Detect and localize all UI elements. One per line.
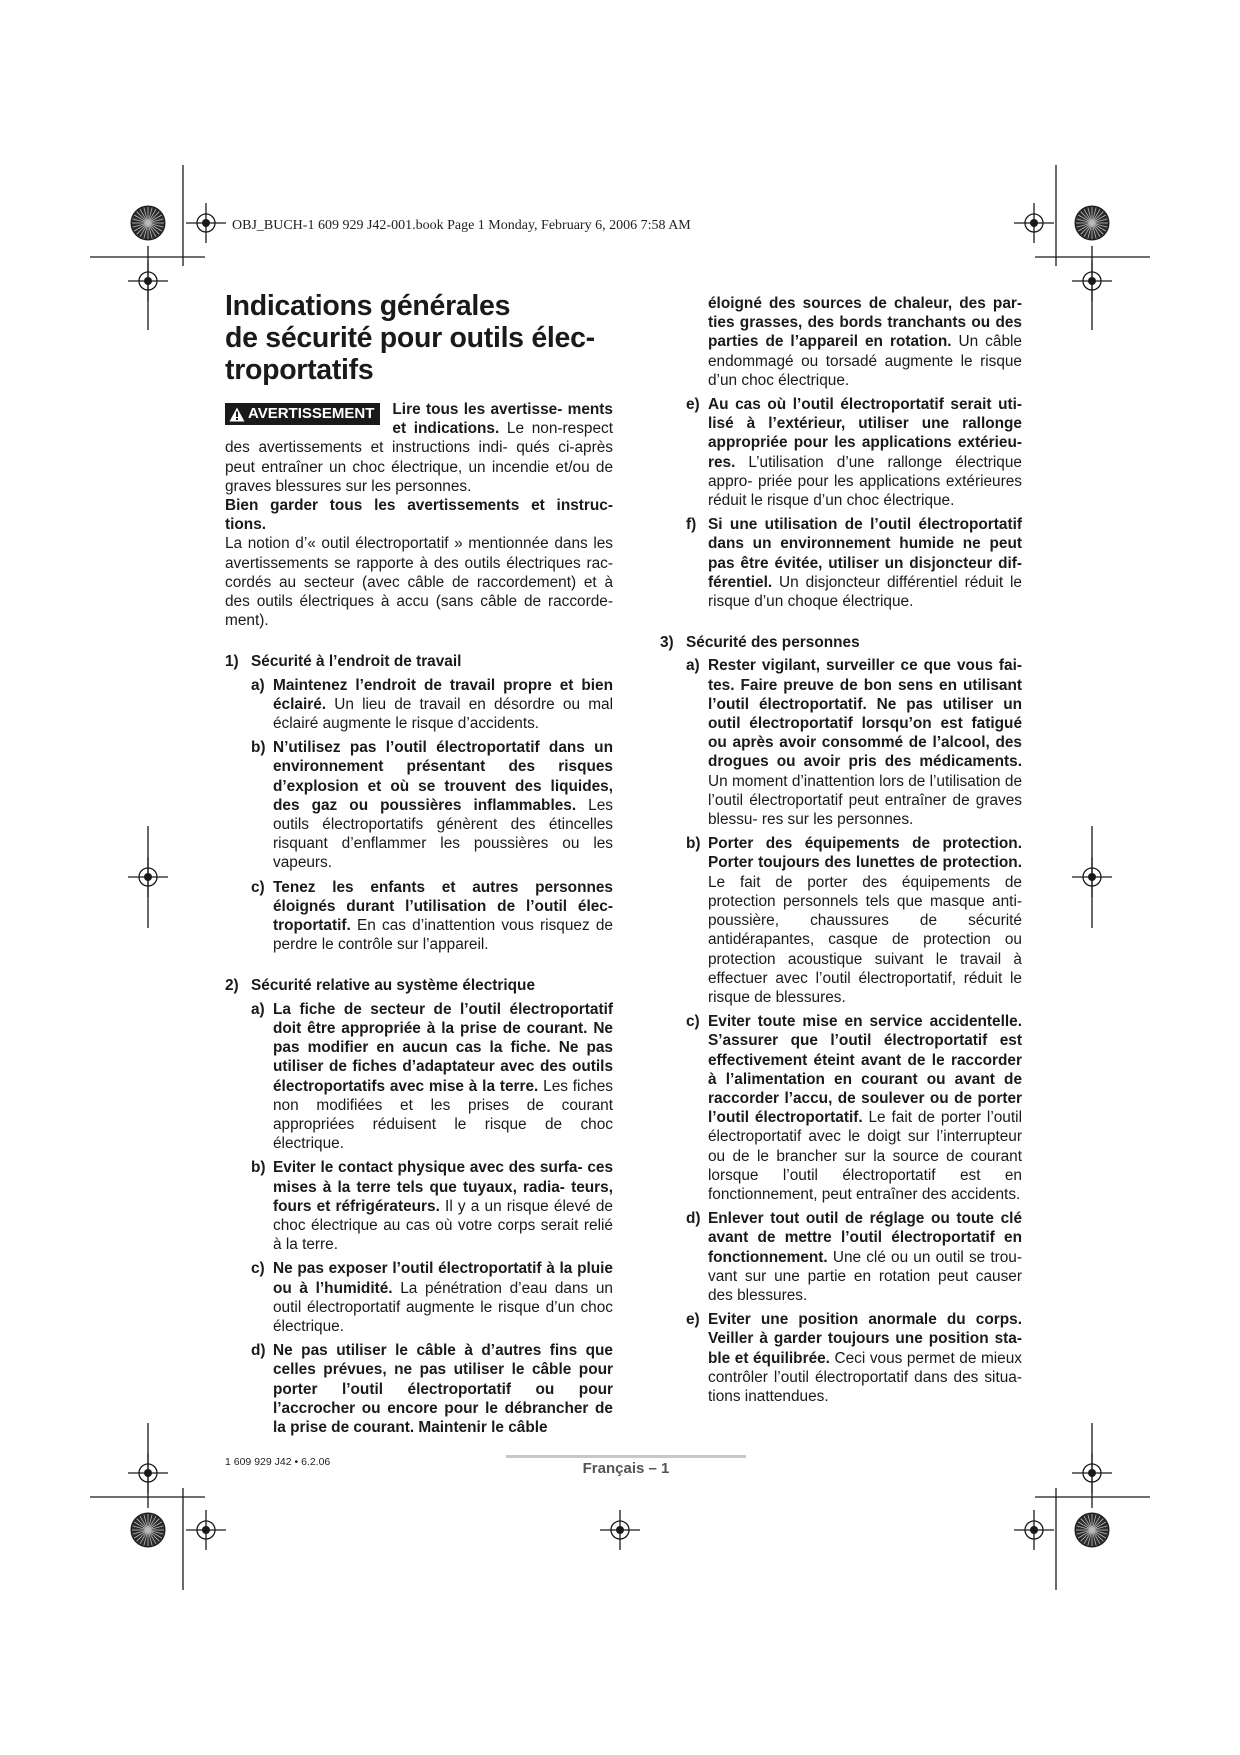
item-letter: d) xyxy=(251,1342,266,1360)
item-bold: Maintenez l’endroit de travail propre et bien éclairé. xyxy=(273,676,613,713)
page-number: Français – 1 xyxy=(506,1455,746,1477)
section-title: Sécurité des personnes xyxy=(686,634,860,652)
item-letter: a) xyxy=(251,1000,265,1018)
item-text: Il y a un risque élevé de choc électrique au cas où votre corps serait relié à la terre. xyxy=(273,1197,613,1254)
item-body xyxy=(708,1012,1022,1204)
item-body xyxy=(273,738,613,872)
item-letter: c) xyxy=(251,878,265,896)
warning-badge xyxy=(225,403,380,425)
item-body xyxy=(708,1310,1022,1406)
warning-paragraph xyxy=(225,400,613,496)
item-letter: a) xyxy=(251,676,265,694)
item-text: Le fait de porter l’outil électroportatif avec le doigt sur l’interrupteur ou de le brancher sur la source de courant lorsque l’outil électroportatif est en fonctionnement, peut entraîner des accidents. xyxy=(708,1109,1022,1203)
list-item xyxy=(686,834,1022,1007)
item-body xyxy=(708,395,1022,510)
title-line: Indications générales xyxy=(225,290,511,322)
item-text: Un moment d’inattention lors de l’utilisation de l’outil électroportatif peut entraîner de graves blessu- res sur les personnes. xyxy=(708,772,1022,829)
section-heading xyxy=(225,976,613,995)
list-item xyxy=(686,1310,1022,1406)
list-item xyxy=(251,1000,613,1154)
item-text: La pénétration d’eau dans un outil électroportatif augmente le risque d’un choc électrique. xyxy=(273,1279,613,1335)
list-item xyxy=(686,515,1022,611)
item-letter: b) xyxy=(686,835,701,853)
item-bold: Eviter le contact physique avec des surfa- ces mises à la terre tels que tuyaux, radia- teurs, fours et réfrigérateurs. xyxy=(273,1159,613,1215)
item-body xyxy=(273,878,613,955)
footer-code: 1 609 929 J42 • 6.2.06 xyxy=(225,1456,331,1468)
section-number: 1) xyxy=(225,653,239,671)
item-bold: Ne pas utiliser le câble à d’autres fins que celles prévues, ne pas utiliser le câble pour porter l’outil électroportatif ou pour l’accrocher ou encore pour le débrancher de la prise de courant. Maintenir le câble xyxy=(273,1342,613,1436)
item-body xyxy=(273,1158,613,1254)
item-letter: c) xyxy=(686,1013,700,1031)
item-text: Ceci vous permet de mieux contrôler l’outil électroportatif dans des situa- tions inattendues. xyxy=(708,1349,1022,1405)
section-heading xyxy=(660,633,1022,652)
section-number: 2) xyxy=(225,977,239,995)
item-bold: éloigné des sources de chaleur, des par- ties grasses, des bords tranchants ou des parties de l’appareil en rotation. xyxy=(708,295,1022,351)
section-title: Sécurité à l’endroit de travail xyxy=(251,653,462,671)
left-column xyxy=(225,290,613,1442)
list-item xyxy=(251,676,613,734)
item-bold: Ne pas exposer l’outil électroportatif à la pluie ou à l’humidité. xyxy=(273,1260,613,1297)
section-number: 3) xyxy=(660,634,674,652)
item-bold: Si une utilisation de l’outil électroportatif dans un environnement humide ne peut pas être évitée, utiliser un disjoncteur dif- férentiel. xyxy=(708,516,1022,591)
keep-instructions: Bien garder tous les avertissements et instruc- tions. xyxy=(225,497,613,534)
warning-badge-label: AVERTISSEMENT xyxy=(248,405,375,422)
notion-paragraph: La notion d’« outil électroportatif » mentionnée dans les avertissements se rapporte à des outils électriques rac- cordés au secteur (avec câble de raccordement) et à des outils électriques à accu (sans câble de raccorde- ment). xyxy=(225,535,613,630)
item-letter: d) xyxy=(686,1210,701,1228)
item-bold: Eviter une position anormale du corps. Veiller à garder toujours une position sta- ble et équilibrée. xyxy=(708,1311,1022,1367)
warning-lead: Lire tous les avertisse- ments et indications. xyxy=(392,401,613,438)
title-line: troportatifs xyxy=(225,354,374,386)
item-text: Le fait de porter des équipements de protection personnels tels que masque anti-poussière, chaussures de sécurité antidérapantes, casque de protection ou protection acoustique suivant le travail à effectuer avec l’outil électroportatif, réduit le risque de blessures. xyxy=(708,873,1022,1006)
item-bold: Tenez les enfants et autres personnes éloignés durant l’utilisation de l’outil élec- troportatif. xyxy=(273,878,613,935)
item-body xyxy=(273,1259,613,1336)
list-item xyxy=(686,1012,1022,1204)
list-item xyxy=(251,1158,613,1254)
item-letter: c) xyxy=(251,1260,265,1278)
warning-triangle-icon xyxy=(229,407,245,422)
item-bold: Eviter toute mise en service accidentelle. S’assurer que l’outil électroportatif est effectivement éteint avant de le raccorder à l’alimentation en courant ou avant de raccorder l’accu, de soulever ou de porter l’outil électroportatif. xyxy=(708,1013,1022,1127)
item-text: Les fiches non modifiées et les prises de courant appropriées réduisent le risque de choc électrique. xyxy=(273,1077,613,1153)
item-body xyxy=(708,515,1022,611)
item-letter: f) xyxy=(686,516,697,534)
item-letter: e) xyxy=(686,1311,700,1329)
print-header: OBJ_BUCH-1 609 929 J42-001.book Page 1 Monday, February 6, 2006 7:58 AM xyxy=(232,218,691,233)
item-body xyxy=(708,656,1022,829)
item-bold: Enlever tout outil de réglage ou toute clé avant de mettre l’outil électroportatif en fonctionnement. xyxy=(708,1210,1022,1266)
item-bold: Rester vigilant, surveiller ce que vous fai- tes. Faire preuve de bon sens en utilisant l’outil électroportatif. Ne pas utiliser un outil électroportatif lorsqu’on est fatigué ou après avoir consommé de l’alcool, des drogues ou avoir pris des médicaments. xyxy=(708,657,1022,771)
item-letter: a) xyxy=(686,657,700,675)
list-item xyxy=(251,738,613,872)
list-item-continued xyxy=(686,294,1022,390)
item-text: L’utilisation d’une rallonge électrique appro- priée pour les applications extérieures réduit le risque d’un choc électrique. xyxy=(708,453,1022,510)
section-title: Sécurité relative au système électrique xyxy=(251,977,536,995)
item-body xyxy=(273,676,613,734)
item-text: Les outils électroportatifs génèrent des étincelles risquant d’enflammer les poussières ou les vapeurs. xyxy=(273,796,613,872)
list-item xyxy=(251,1341,613,1437)
item-text: Un lieu de travail en désordre ou mal éclairé augmente le risque d’accidents. xyxy=(273,695,613,733)
item-body xyxy=(708,1209,1022,1305)
right-column xyxy=(660,294,1022,1411)
warning-text: Le non-respect des avertissements et instructions indi- qués ci-après peut entraîner un choc électrique, un incendie et/ou de graves blessures sur les personnes. xyxy=(225,420,613,495)
item-bold: N’utilisez pas l’outil électroportatif dans un environnement présentant des risques d’explosion et où se trouvent des liquides, des gaz ou poussières inflammables. xyxy=(273,739,613,814)
list-item xyxy=(686,1209,1022,1305)
title-line: de sécurité pour outils élec- xyxy=(225,322,595,354)
list-item xyxy=(251,1259,613,1336)
item-text: En cas d’inattention vous risquez de perdre le contrôle sur l’appareil. xyxy=(273,917,613,954)
list-item xyxy=(251,878,613,955)
page-title xyxy=(225,290,613,386)
item-text: Une clé ou un outil se trou- vant sur une partie en rotation peut causer des blessures. xyxy=(708,1248,1022,1304)
item-letter: b) xyxy=(251,739,266,757)
list-item xyxy=(686,656,1022,829)
item-bold: Porter des équipements de protection. Porter toujours des lunettes de protection. xyxy=(708,835,1022,872)
item-letter: e) xyxy=(686,396,700,414)
item-letter: b) xyxy=(251,1159,266,1177)
item-text: Un câble endommagé ou torsadé augmente le risque d’un choc électrique. xyxy=(708,333,1022,389)
section-heading xyxy=(225,652,613,671)
item-body xyxy=(708,834,1022,1007)
list-item xyxy=(686,395,1022,510)
item-bold: Au cas où l’outil électroportatif serait uti- lisé à l’extérieur, utiliser une rallonge appropriée pour les applications extérieu- res. xyxy=(708,396,1022,471)
item-bold: La fiche de secteur de l’outil électroportatif doit être appropriée à la prise de courant. Ne pas modifier en aucun cas la fiche. Ne pas utiliser de fiches d’adaptateur avec des outils électroportatifs avec mise à la terre. xyxy=(273,1000,613,1095)
item-text: Un disjoncteur différentiel réduit le risque d’un choque électrique. xyxy=(708,573,1022,611)
item-body xyxy=(273,1000,613,1154)
